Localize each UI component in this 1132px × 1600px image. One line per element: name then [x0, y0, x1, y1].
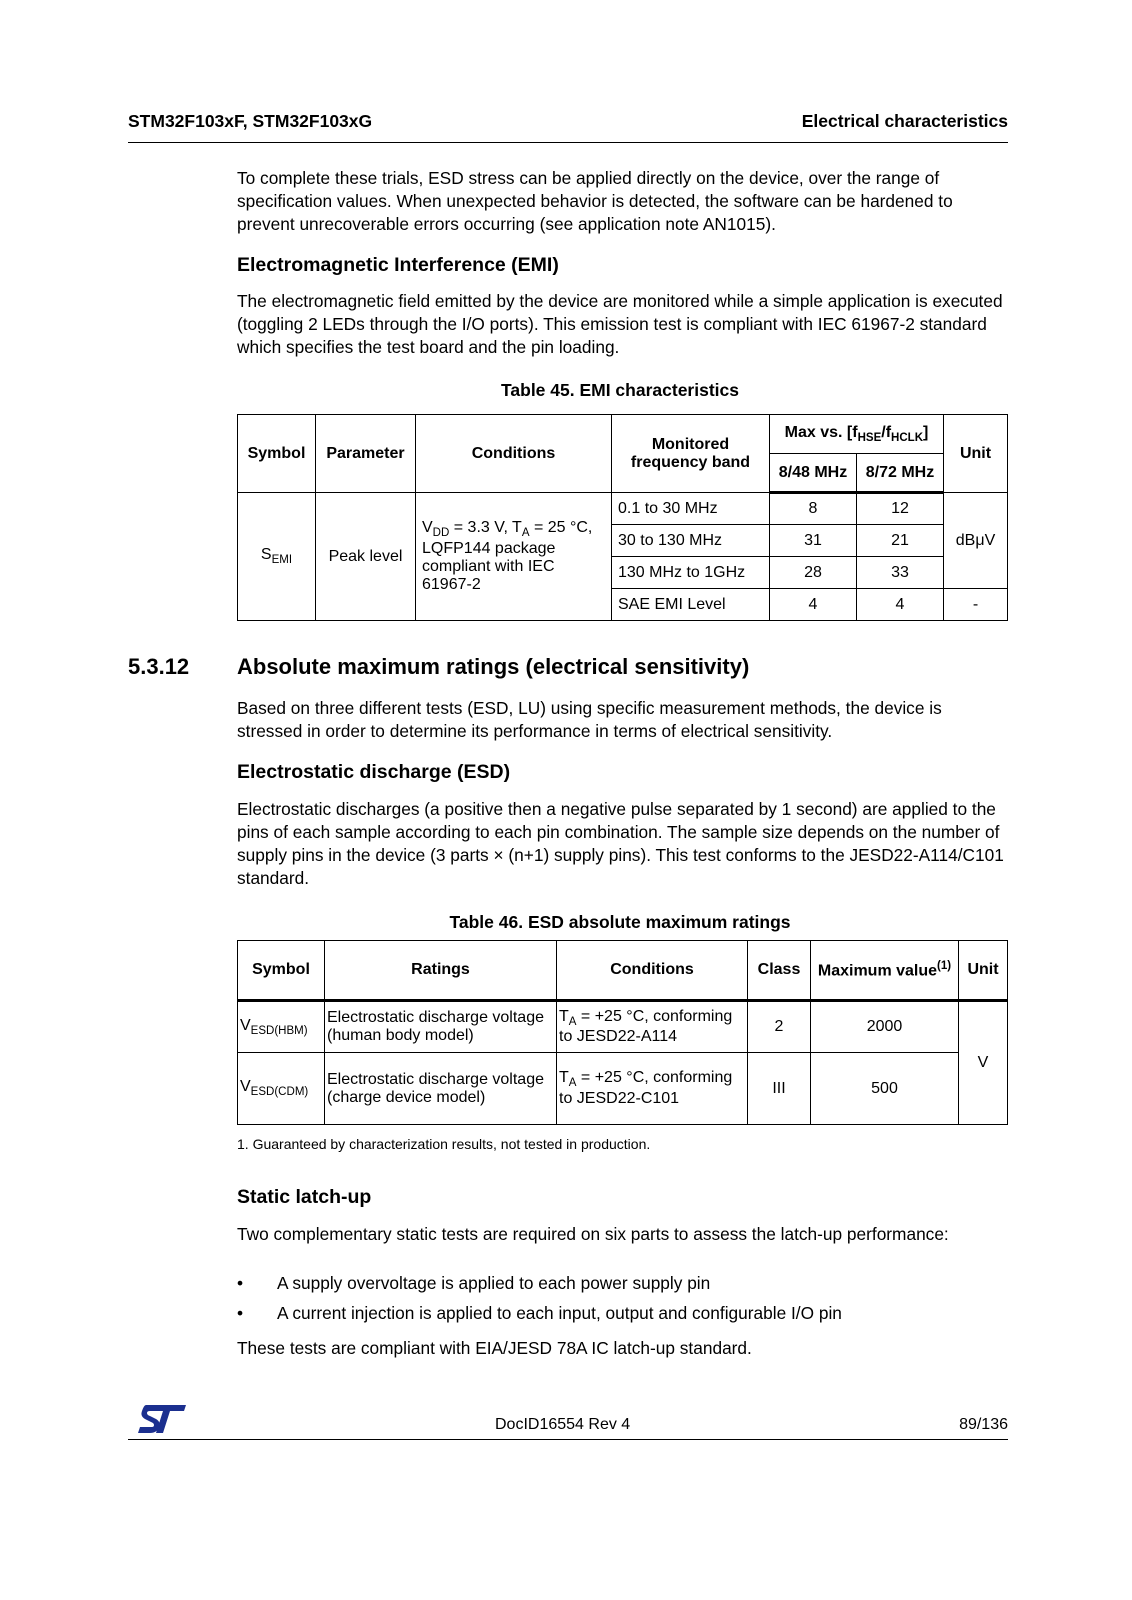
value-cell: 500	[811, 1053, 959, 1125]
header-conditions: Conditions	[416, 415, 612, 493]
unit-cell: dBμV	[944, 493, 1008, 589]
conditions-cell: $T_A = +25$ °C, conforming to JESD22-A114	[557, 1001, 748, 1053]
band-cell: 0.1 to 30 MHz	[612, 493, 770, 525]
symbol-cell: $V_{ESD(CDM)}$	[238, 1053, 325, 1125]
conditions-cell: $V_{DD} = 3.3$ V, $T_A = 25$ °C, LQFP144 package compliant with IEC 61967-2	[416, 493, 612, 621]
header-symbol: Symbol	[238, 941, 325, 1001]
page-header	[128, 108, 1008, 143]
conditions-cell: $T_A = +25$ °C, conforming to JESD22-C101	[557, 1053, 748, 1125]
header-ratings: Ratings	[325, 941, 557, 1001]
latch-paragraph: Two complementary static tests are required on six parts to assess the latch-up performance:	[237, 1224, 949, 1244]
rating-cell: Electrostatic discharge voltage (charge device model)	[325, 1053, 557, 1125]
footer-divider	[128, 1439, 1008, 1440]
symbol-cell: $V_{ESD(HBM)}$	[238, 1001, 325, 1053]
unit-cell: V	[959, 1001, 1008, 1125]
bullet-text: A current injection is applied to each input, output and configurable I/O pin	[277, 1303, 842, 1323]
section-number: 5.3.12	[128, 654, 190, 679]
latch-heading: Static latch-up	[237, 1186, 372, 1208]
band-cell: 130 MHz to 1GHz	[612, 557, 770, 589]
band-cell: SAE EMI Level	[612, 589, 770, 621]
header-product: STM32F103xF, STM32F103xG	[128, 111, 373, 131]
bullet-icon: •	[237, 1303, 244, 1323]
class-cell: III	[748, 1053, 811, 1125]
bullet-text: A supply overvoltage is applied to each power supply pin	[277, 1273, 711, 1293]
emi-table	[237, 414, 1008, 621]
header-symbol: Symbol	[238, 415, 316, 493]
header-class: Class	[748, 941, 811, 1001]
esd-paragraph: Electrostatic discharges (a positive then a negative pulse separated by 1 second) are applied to the pins of each sample according to each pin combination. The sample size depends on the number of supply pins in the device (3 parts × (n+1) supply pins). This test conforms to the JESD22-A114/C101 standard.	[237, 799, 1004, 888]
value-cell: 4	[770, 589, 857, 621]
section-title: Absolute maximum ratings (electrical sensitivity)	[237, 654, 750, 679]
symbol-cell: $S_{EMI}$	[238, 493, 316, 621]
esd-table	[237, 940, 1008, 1125]
value-cell: 33	[857, 557, 944, 589]
intro-paragraph: To complete these trials, ESD stress can be applied directly on the device, over the range of specification values. When unexpected behavior is detected, the software can be hardened to prevent unrecoverable errors occurring (see application note AN1015).	[237, 168, 953, 234]
unit-cell: -	[944, 589, 1008, 621]
value-cell: 28	[770, 557, 857, 589]
emi-heading: Electromagnetic Interference (EMI)	[237, 254, 559, 276]
header-col1: 8/48 MHz	[770, 454, 857, 493]
band-cell: 30 to 130 MHz	[612, 525, 770, 557]
table-footnote: 1. Guaranteed by characterization results, not tested in production.	[237, 1136, 651, 1152]
header-conditions: Conditions	[557, 941, 748, 1001]
page-number: 89/136	[959, 1416, 1008, 1433]
class-cell: 2	[748, 1001, 811, 1053]
header-unit: Unit	[959, 941, 1008, 1001]
header-parameter: Parameter	[316, 415, 416, 493]
value-cell: 21	[857, 525, 944, 557]
value-cell: 2000	[811, 1001, 959, 1053]
esd-heading: Electrostatic discharge (ESD)	[237, 761, 511, 783]
rating-cell: Electrostatic discharge voltage (human body model)	[325, 1001, 557, 1053]
value-cell: 31	[770, 525, 857, 557]
table45-caption: Table 45. EMI characteristics	[501, 380, 739, 400]
latch-closing: These tests are compliant with EIA/JESD 78A IC latch-up standard.	[237, 1338, 752, 1358]
value-cell: 4	[857, 589, 944, 621]
st-logo-icon	[136, 1403, 188, 1440]
table46-caption: Table 46. ESD absolute maximum ratings	[449, 912, 791, 932]
value-cell: 8	[770, 493, 857, 525]
emi-paragraph: The electromagnetic field emitted by the device are monitored while a simple application is executed (toggling 2 LEDs through the I/O ports). This emission test is compliant with IEC 61967-2 standard which specifies the test board and the pin loading.	[237, 291, 1003, 357]
header-band: Monitored frequency band	[612, 415, 770, 493]
parameter-cell: Peak level	[316, 493, 416, 621]
doc-id: DocID16554 Rev 4	[495, 1416, 631, 1433]
header-max: Max vs. $[f_{HSE}/f_{HCLK}]$	[770, 415, 944, 454]
header-max: Maximum value$^{(1)}$	[811, 941, 959, 1001]
section-paragraph: Based on three different tests (ESD, LU) using specific measurement methods, the device is stressed in order to determine its performance in terms of electrical sensitivity.	[237, 698, 942, 741]
value-cell: 12	[857, 493, 944, 525]
bullet-icon: •	[237, 1273, 244, 1293]
header-chapter: Electrical characteristics	[801, 111, 1008, 131]
header-col2: 8/72 MHz	[857, 454, 944, 493]
header-unit: Unit	[944, 415, 1008, 493]
